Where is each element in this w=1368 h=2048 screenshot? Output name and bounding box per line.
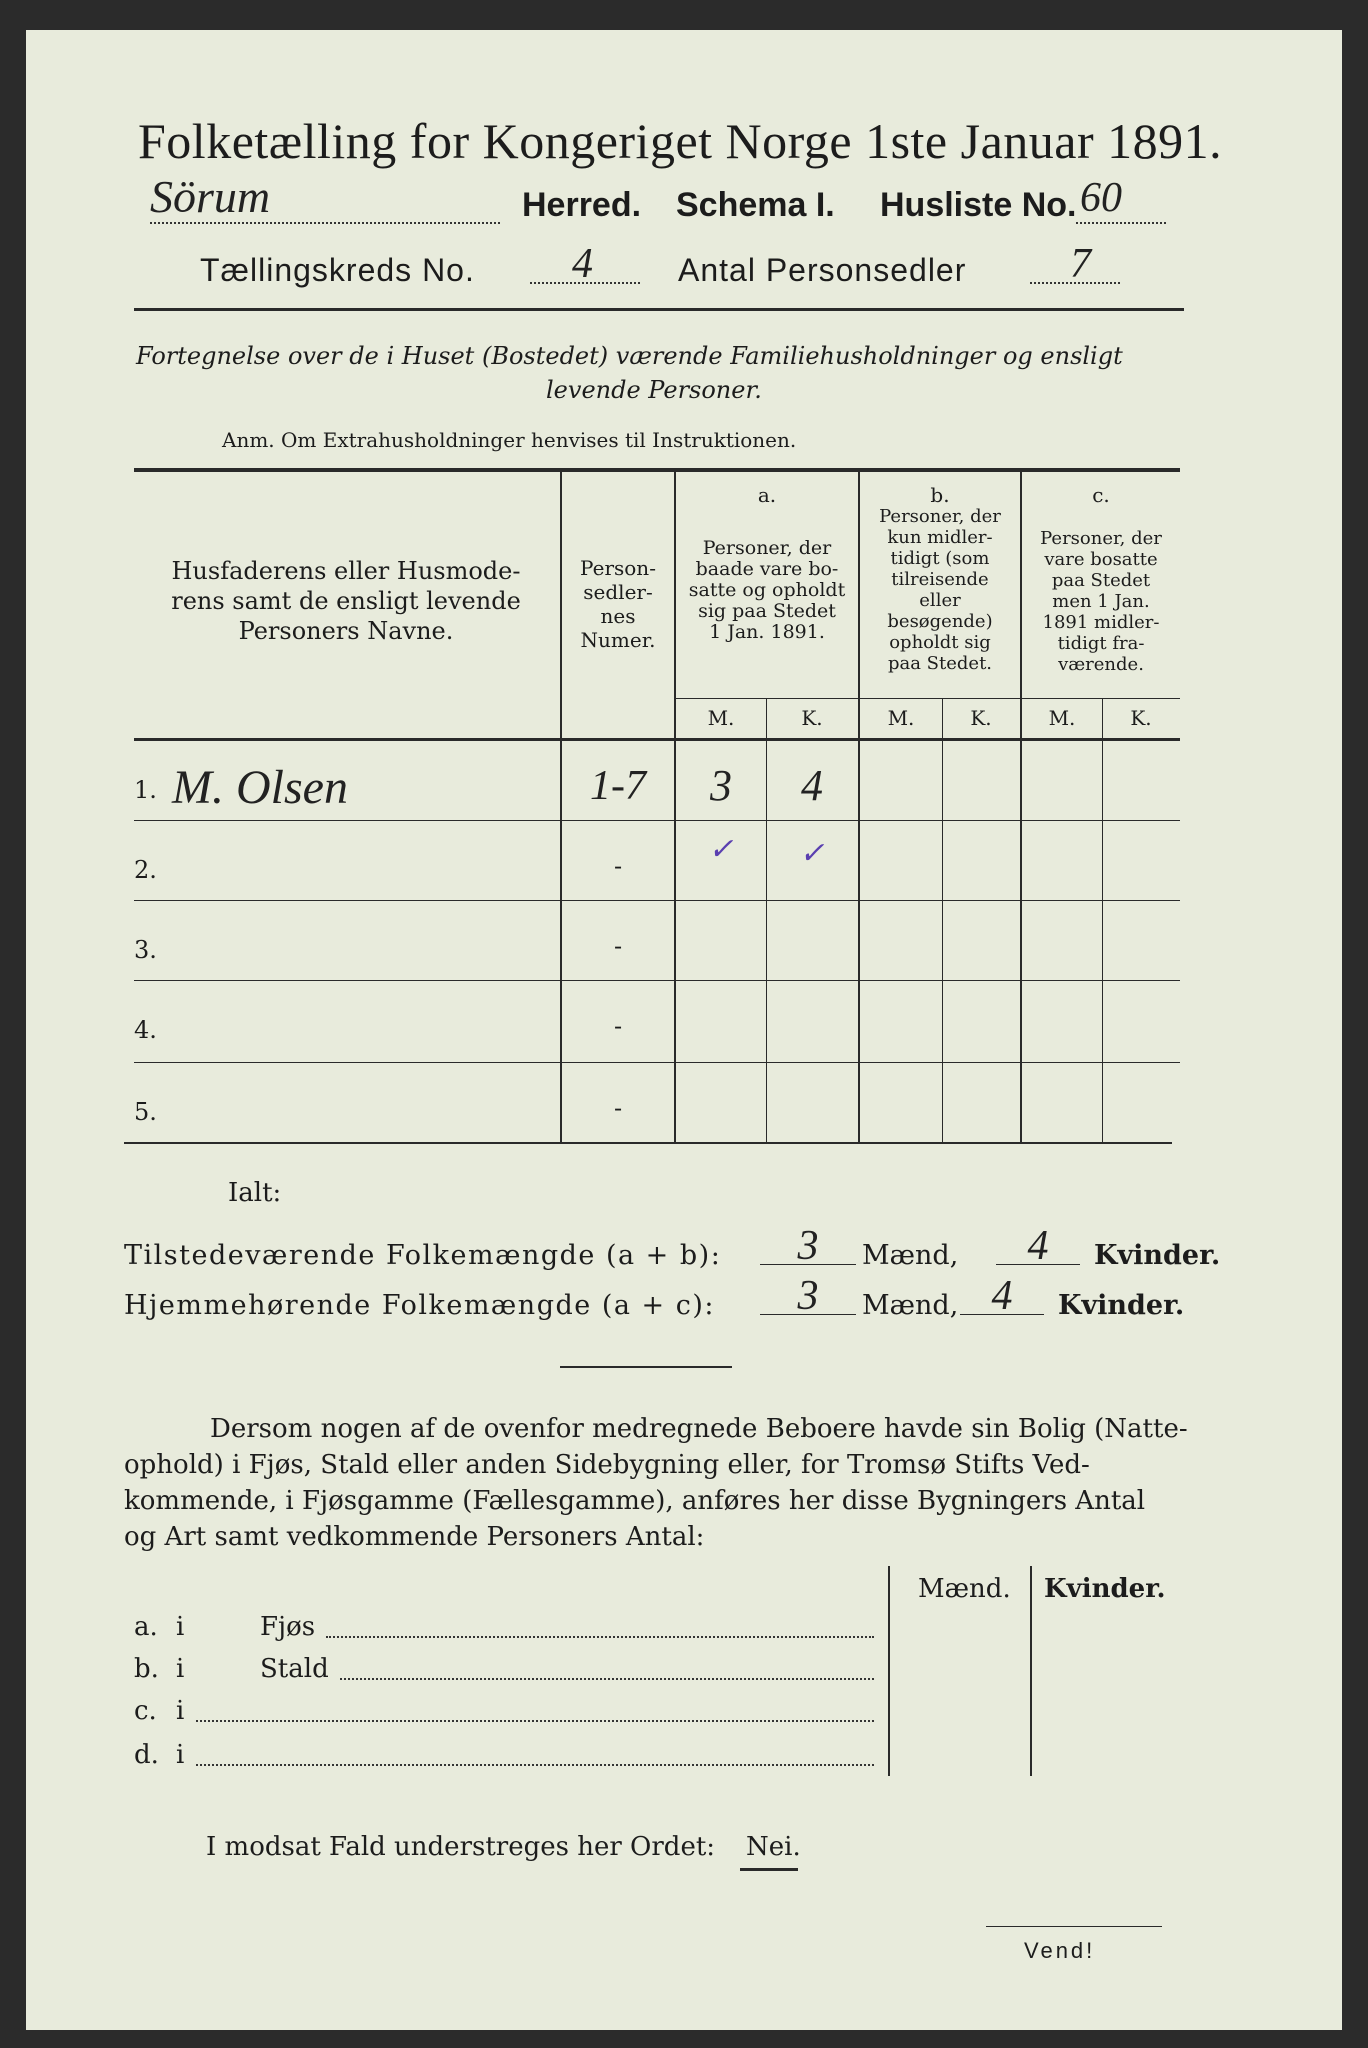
hjem-maend-label: Mænd, bbox=[862, 1290, 959, 1321]
col-c-line: paa Stedet bbox=[1051, 570, 1151, 591]
col-a-line: baade vare bo- bbox=[695, 558, 839, 580]
row-number: 2. bbox=[134, 856, 157, 884]
tilst-m-value: 3 bbox=[797, 1223, 819, 1269]
note-line-4: og Art samt vedkommende Personers Antal: bbox=[124, 1522, 705, 1552]
maend-column-label: Mænd. bbox=[918, 1574, 1011, 1604]
building-i: i bbox=[176, 1654, 185, 1684]
col-header-a bbox=[676, 538, 858, 643]
col-header-b bbox=[860, 506, 1020, 674]
herred-value: Sörum bbox=[150, 171, 271, 222]
row-rule bbox=[134, 1062, 1180, 1063]
row-number: 4. bbox=[134, 1016, 157, 1044]
col-num-line: nes bbox=[600, 604, 636, 628]
kvinder-column-label: Kvinder. bbox=[1044, 1574, 1166, 1604]
tilst-maend-label: Mænd, bbox=[862, 1240, 959, 1271]
a-k-label: K. bbox=[801, 706, 823, 730]
row-a-k: 4 bbox=[801, 761, 823, 810]
col-b-line: tilreisende bbox=[891, 569, 989, 590]
row-number: 5. bbox=[134, 1098, 157, 1126]
col-b-line: paa Stedet. bbox=[887, 653, 993, 674]
note-line-2: ophold) i Fjøs, Stald eller anden Sidebygning eller, for Tromsø Stifts Ved- bbox=[124, 1450, 1090, 1480]
row-a-m: 3 bbox=[710, 761, 732, 810]
row-num: - bbox=[613, 932, 623, 960]
herred-dotted-line bbox=[150, 222, 500, 224]
col-c-line: men 1 Jan. bbox=[1052, 591, 1150, 612]
tilst-kvinder-label: Kvinder. bbox=[1094, 1240, 1221, 1271]
building-i: i bbox=[176, 1612, 185, 1642]
row-rule bbox=[134, 980, 1180, 981]
col-c-letter: c. bbox=[1092, 483, 1110, 507]
building-label: Stald bbox=[260, 1654, 329, 1684]
building-letter: c. bbox=[134, 1696, 157, 1726]
col-header-c bbox=[1022, 528, 1180, 675]
col-b-line: kun midler- bbox=[887, 527, 993, 548]
col-a-line: sig paa Stedet bbox=[698, 600, 836, 622]
col-c-line: 1891 midler- bbox=[1042, 612, 1160, 633]
intro-line-1: Fortegnelse over de i Huset (Bostedet) værende Familiehusholdninger og ensligt bbox=[136, 342, 1123, 370]
mk-header-rule bbox=[674, 698, 1180, 699]
row-num: - bbox=[613, 852, 623, 880]
col-name-line: Husfaderens eller Husmode- bbox=[171, 557, 521, 585]
col-b-line: opholdt sig bbox=[889, 632, 991, 653]
col-num-line: Person- bbox=[580, 556, 656, 580]
c-m-label: M. bbox=[1048, 706, 1076, 730]
row-number: 3. bbox=[134, 936, 157, 964]
table-header-bottom-rule bbox=[134, 738, 1180, 741]
b-k-label: K. bbox=[970, 706, 992, 730]
row-num: - bbox=[613, 1094, 623, 1122]
col-c-line: vare bosatte bbox=[1044, 549, 1158, 570]
building-letter: b. bbox=[134, 1654, 159, 1684]
kreds-label: Tællingskreds No. bbox=[200, 252, 475, 288]
col-name-line: Personers Navne. bbox=[238, 617, 454, 645]
b-m-label: M. bbox=[887, 706, 915, 730]
building-i: i bbox=[176, 1740, 185, 1770]
col-b-line: Personer, der bbox=[879, 506, 1001, 527]
row-a-k-checkmark: ✓ bbox=[799, 836, 825, 871]
antal-value: 7 bbox=[1070, 241, 1091, 287]
building-label: Fjøs bbox=[260, 1612, 316, 1642]
intro-line-2: levende Personer. bbox=[546, 376, 762, 404]
antal-label: Antal Personsedler bbox=[678, 252, 967, 288]
row-number: 1. bbox=[134, 776, 157, 804]
col-b-letter: b. bbox=[930, 483, 950, 507]
anm-note: Anm. Om Extrahusholdninger henvises til Instruktionen. bbox=[222, 428, 797, 452]
kreds-value: 4 bbox=[572, 241, 593, 287]
col-name-line: rens samt de ensligt levende bbox=[171, 587, 521, 615]
col-b-line: eller bbox=[919, 590, 961, 611]
col-a-line: 1 Jan. 1891. bbox=[709, 621, 825, 643]
row-num: 1-7 bbox=[590, 763, 646, 809]
col-c-line: tidigt fra- bbox=[1057, 633, 1145, 654]
col-a-letter: a. bbox=[757, 483, 777, 507]
row-rule bbox=[134, 820, 1180, 821]
building-dotted-line bbox=[196, 1720, 874, 1722]
nei-underline bbox=[740, 1868, 798, 1871]
building-dotted-line bbox=[196, 1764, 874, 1766]
col-divider-b-mk bbox=[942, 698, 943, 1144]
census-form-page bbox=[26, 30, 1342, 2030]
col-divider-c-mk bbox=[1102, 698, 1103, 1144]
nei-word: Nei. bbox=[746, 1832, 801, 1862]
note-line-1: Dersom nogen af de ovenfor medregnede Beboere havde sin Bolig (Natte- bbox=[210, 1414, 1188, 1444]
hjem-k-value: 4 bbox=[991, 1273, 1013, 1319]
col-header-name bbox=[134, 556, 558, 646]
hjem-m-value: 3 bbox=[797, 1273, 819, 1319]
table-bottom-rule bbox=[124, 1142, 1172, 1144]
husliste-label: Husliste No. bbox=[880, 186, 1077, 224]
row-num: - bbox=[613, 1012, 623, 1040]
c-k-label: K. bbox=[1130, 706, 1152, 730]
schema-label: Schema I. bbox=[676, 186, 835, 224]
a-m-label: M. bbox=[707, 706, 735, 730]
col-a-line: Personer, der bbox=[702, 537, 832, 559]
building-dotted-line bbox=[326, 1636, 874, 1638]
modsat-text: I modsat Fald understreges her Ordet: bbox=[206, 1832, 716, 1862]
hjem-label: Hjemmehørende Folkemængde (a + c): bbox=[124, 1290, 715, 1321]
herred-label: Herred. bbox=[522, 186, 642, 224]
col-a-line: satte og opholdt bbox=[688, 579, 846, 601]
col-num-line: Numer. bbox=[580, 628, 656, 652]
note-line-3: kommende, i Fjøsgamme (Fællesgamme), anføres her disse Bygningers Antal bbox=[124, 1486, 1146, 1516]
col-num-line: sedler- bbox=[583, 580, 653, 604]
husliste-value: 60 bbox=[1080, 175, 1122, 221]
building-i: i bbox=[176, 1696, 185, 1726]
husliste-dotted-line bbox=[1076, 222, 1166, 224]
col-b-line: besøgende) bbox=[887, 611, 993, 632]
col-c-line: Personer, der bbox=[1040, 528, 1162, 549]
row-rule bbox=[134, 900, 1180, 901]
row-a-m-checkmark: ✓ bbox=[708, 832, 734, 867]
hjem-kvinder-label: Kvinder. bbox=[1058, 1290, 1185, 1321]
vend-label: Vend! bbox=[1024, 1938, 1096, 1963]
row-name: M. Olsen bbox=[172, 761, 348, 814]
building-dotted-line bbox=[340, 1678, 874, 1680]
buildings-divider-1 bbox=[888, 1566, 890, 1776]
tilst-k-value: 4 bbox=[1027, 1223, 1049, 1269]
building-letter: d. bbox=[134, 1740, 159, 1770]
col-c-line: værende. bbox=[1058, 654, 1144, 675]
building-letter: a. bbox=[134, 1612, 158, 1642]
ialt-label: Ialt: bbox=[228, 1178, 282, 1208]
header-rule bbox=[134, 308, 1184, 311]
vend-rule bbox=[986, 1926, 1162, 1927]
buildings-divider-2 bbox=[1030, 1566, 1032, 1776]
form-title: Folketælling for Kongeriget Norge 1ste Januar 1891. bbox=[138, 113, 1223, 169]
col-b-line: tidigt (som bbox=[890, 548, 990, 569]
table-top-rule bbox=[134, 468, 1180, 472]
tilst-label: Tilstedeværende Folkemængde (a + b): bbox=[124, 1240, 722, 1271]
section-separator bbox=[560, 1366, 732, 1368]
col-header-num bbox=[562, 556, 674, 652]
